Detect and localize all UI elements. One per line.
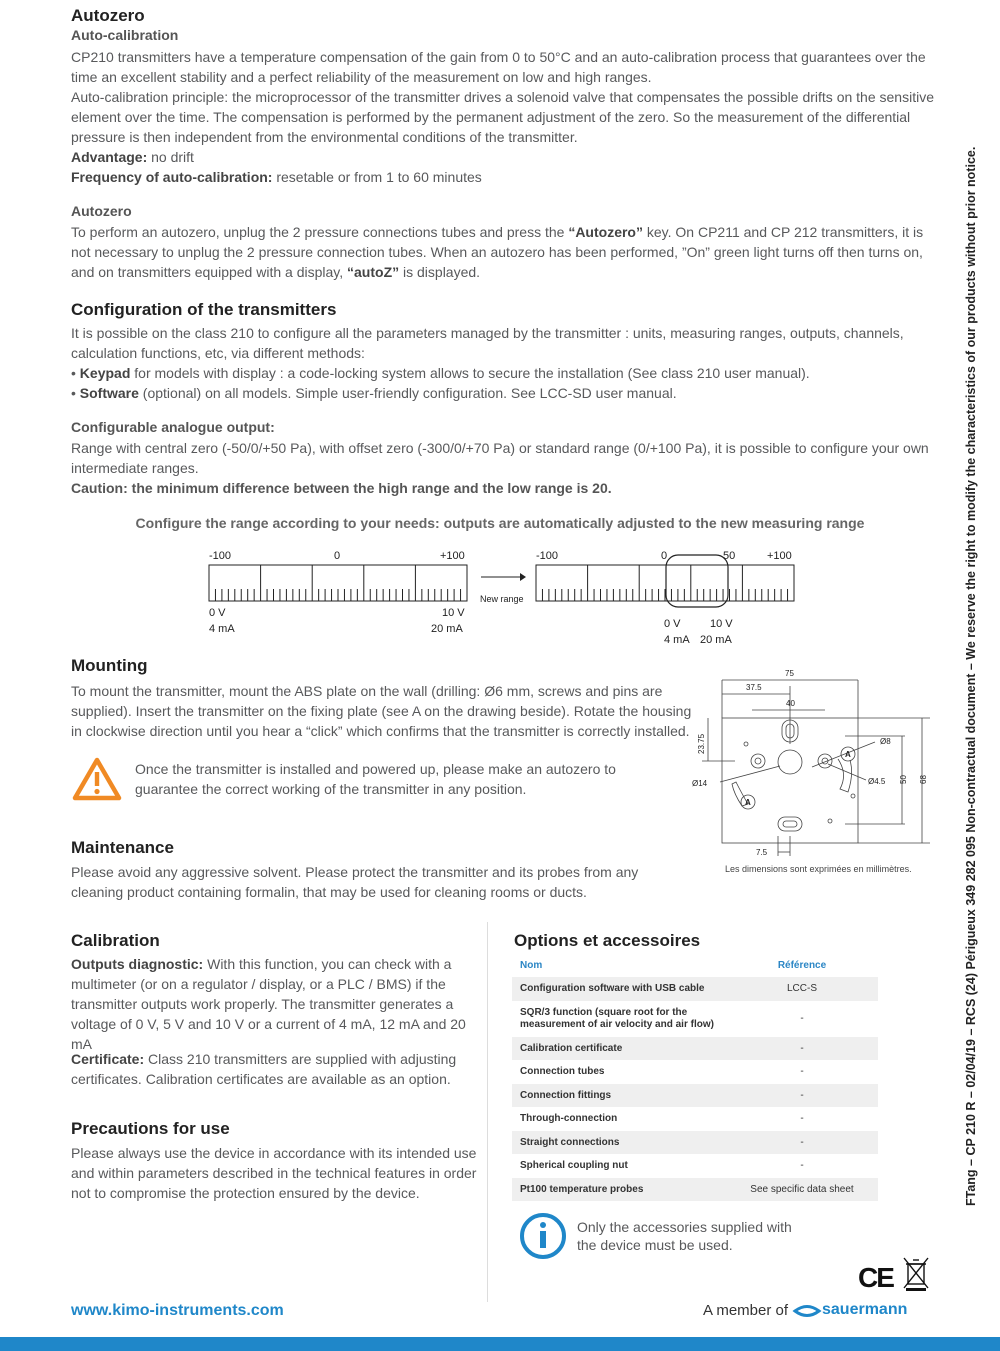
mounting-dimension-drawing <box>690 664 940 879</box>
table-row <box>512 1001 878 1037</box>
label-a-right: A <box>845 750 851 759</box>
ce-mark: CE <box>858 1262 893 1293</box>
option-ref: - <box>800 1013 804 1024</box>
option-name: SQR/3 function (square root for the measurement of air velocity and air flow) <box>520 1006 714 1030</box>
brand-name: sauermann <box>822 1301 908 1318</box>
option-ref: - <box>800 1113 804 1125</box>
config-title: Configuration of the transmitters <box>71 300 337 319</box>
options-table-header <box>512 953 878 977</box>
dim-40: 40 <box>786 699 795 708</box>
autozero-title: Autozero <box>71 6 145 25</box>
advantage-value: no drift <box>147 149 194 165</box>
sauermann-logo-icon <box>792 1302 822 1320</box>
autozero-text-a: To perform an autozero, unplug the 2 pressure connections tubes and press the <box>71 224 569 240</box>
bullet-keypad-bold: Keypad <box>79 365 131 381</box>
autozero-text-b: key. On CP211 and CP 212 transmitters, it is not necessary to unplug the 2 pressure connection tubes. When an autozero has been performed, ”On” green light turns off then turns on, and on transmitters equipped with a display, <box>71 224 924 280</box>
drawing-caption: Les dimensions sont exprimées en millimètres. <box>725 864 912 874</box>
autocal-subtitle: Auto-calibration <box>71 27 179 43</box>
dim-d8: Ø8 <box>880 737 891 746</box>
certificate-text: Class 210 transmitters are supplied with adjusting certificates. Calibration certificates are available as an option. <box>71 1051 457 1087</box>
warning-icon <box>71 756 123 802</box>
option-name: Spherical coupling nut <box>520 1160 628 1172</box>
right-label-max: +100 <box>767 550 792 562</box>
bullet-software-bold: Software <box>79 385 139 401</box>
table-row <box>512 1154 878 1178</box>
option-ref: - <box>800 1066 804 1078</box>
maintenance-text: Please avoid any aggressive solvent. Please protect the transmitter and its probes from any cleaning product containing formalin, that may be used for cleaning rooms or ducts. <box>71 864 639 900</box>
option-name: Connection tubes <box>520 1066 605 1078</box>
table-row <box>512 1131 878 1155</box>
right-label-zero: 0 <box>661 550 668 562</box>
autozero-text-c: is displayed. <box>399 264 481 280</box>
bottom-accent-bar <box>0 1337 1000 1351</box>
table-row <box>512 1084 878 1108</box>
precautions-title: Precautions for use <box>71 1119 230 1138</box>
website-link[interactable]: www.kimo-instruments.com <box>71 1302 284 1319</box>
frequency-value: resetable or from 1 to 60 minutes <box>272 169 482 185</box>
right-out-high-ma: 20 mA <box>700 634 732 646</box>
autozero-key: “Autozero” <box>568 224 643 240</box>
mounting-text: To mount the transmitter, mount the ABS plate on the wall (drilling: Ø6 mm, screws and pins are supplied). Insert the transmitter on the fixing plate (see A on the drawing beside). Rotate the housing in clockwise direction until you hear a “click” which confirms that the transmitter is correctly installed. <box>71 683 692 739</box>
frequency-line <box>71 167 941 187</box>
info-icon <box>518 1211 568 1261</box>
advantage-label: Advantage: <box>71 149 148 165</box>
autozero-subtitle: Autozero <box>71 203 132 219</box>
config-bullet-keypad: • Keypad for models with display : a code-locking system allows to secure the installation (See class 210 user manual). <box>71 365 810 381</box>
options-table <box>512 953 878 1201</box>
left-out-high-v: 10 V <box>442 607 465 619</box>
right-out-low-v: 0 V <box>664 618 681 630</box>
config-bullet-software: • Software (optional) on all models. Simple user-friendly configuration. See LCC-SD user manual. <box>71 385 677 401</box>
dim-37-5: 37.5 <box>746 683 762 692</box>
dim-68: 68 <box>919 775 928 784</box>
analogue-text: Range with central zero (-50/0/+50 Pa), with offset zero (-300/0/+70 Pa) or standard range (0/+100 Pa), it is possible to configure your own intermediate ranges. <box>71 440 929 476</box>
autozero-display: “autoZ” <box>347 264 400 280</box>
right-out-low-ma: 4 mA <box>664 634 690 646</box>
autocal-paragraph-2: Auto-calibration principle: the microprocessor of the transmitter drives a solenoid valve that compensates the possible drifts on the sensitive element over the time. The compensation is performed by the permanent adjustment of the zero. So the measurement of the differential pressure is then independent from the environmental conditions of the transmitter. <box>71 89 934 145</box>
option-ref: - <box>726 1037 878 1061</box>
dim-d14: Ø14 <box>692 779 708 788</box>
option-name: Connection fittings <box>512 1084 726 1108</box>
warning-text: Once the transmitter is installed and powered up, please make an autozero to guarantee the correct working of the transmitter in any position. <box>135 761 616 797</box>
left-out-low-ma: 4 mA <box>209 623 235 635</box>
config-intro: It is possible on the class 210 to configure all the parameters managed by the transmitter : units, measuring ranges, outputs, channels, calculation functions, etc, via different methods: <box>71 325 904 361</box>
column-divider <box>487 922 488 1302</box>
frequency-label: Frequency of auto-calibration: <box>71 169 273 185</box>
option-ref: See specific data sheet <box>726 1178 878 1202</box>
dim-23-75: 23.75 <box>697 733 706 754</box>
option-ref: LCC-S <box>726 977 878 1001</box>
left-out-low-v: 0 V <box>209 607 226 619</box>
dim-50: 50 <box>899 775 908 784</box>
table-row <box>512 1178 878 1202</box>
autocal-paragraph-1: CP210 transmitters have a temperature compensation of the gain from 0 to 50°C and an auto-calibration process that guarantees over the time an excellent stability and a perfect reliability of the measurement on low and high ranges. <box>71 49 926 85</box>
advantage-line <box>71 147 941 167</box>
table-row <box>512 977 878 1001</box>
col-name-header: Nom <box>520 959 543 971</box>
table-row <box>512 1060 878 1084</box>
right-label-min: -100 <box>536 550 559 562</box>
table-row <box>512 1107 878 1131</box>
left-label-mid: 0 <box>334 550 341 562</box>
autozero-paragraph <box>71 222 941 282</box>
left-label-max: +100 <box>440 550 465 562</box>
caution-text: Caution: the minimum difference between the high range and the low range is 20. <box>71 480 612 496</box>
info-note: Only the accessories supplied with the device must be used. <box>577 1219 792 1253</box>
side-legal-text: FTang – CP 210 R – 02/04/19 – RCS (24) Périgueux 349 282 095 Non-contractual document – We reserve the right to modify the characteristics of our products without prior notice. <box>964 146 978 1206</box>
maintenance-title: Maintenance <box>71 838 174 857</box>
diagnostic-paragraph <box>71 954 481 1054</box>
left-out-high-ma: 20 mA <box>431 623 463 635</box>
bullet-software-text: (optional) on all models. Simple user-friendly configuration. See LCC-SD user manual. <box>138 385 677 401</box>
option-ref: - <box>726 1084 878 1108</box>
certificate-paragraph <box>71 1049 481 1089</box>
table-row <box>512 1037 878 1061</box>
right-label-50: 50 <box>723 550 736 562</box>
right-out-high-v: 10 V <box>710 618 733 630</box>
member-text: A member of <box>703 1302 789 1319</box>
option-ref: - <box>726 1131 878 1155</box>
dim-d4-5: Ø4.5 <box>868 777 886 786</box>
label-a-left: A <box>745 798 751 807</box>
option-name: Pt100 temperature probes <box>512 1178 726 1202</box>
analogue-subtitle: Configurable analogue output: <box>71 419 275 435</box>
dim-7-5: 7.5 <box>756 848 768 857</box>
options-title: Options et accessoires <box>514 931 701 950</box>
diagnostic-label: Outputs diagnostic: <box>71 956 204 972</box>
certificate-label: Certificate: <box>71 1051 145 1067</box>
mounting-title: Mounting <box>71 656 148 675</box>
col-ref-header: Référence <box>777 959 827 971</box>
option-ref: - <box>800 1160 804 1172</box>
dim-75: 75 <box>785 669 794 678</box>
precautions-text: Please always use the device in accordance with its intended use and within parameters described in the technical features in order not to compromise the protection ensured by the device. <box>71 1145 477 1201</box>
weee-bin-icon <box>902 1256 930 1292</box>
option-name: Straight connections <box>512 1131 726 1155</box>
new-range-label: New range <box>480 594 524 604</box>
option-name: Through-connection <box>520 1113 618 1125</box>
option-name: Configuration software with USB cable <box>512 977 726 1001</box>
option-name: Calibration certificate <box>512 1037 726 1061</box>
left-label-min: -100 <box>209 550 232 562</box>
calibration-title: Calibration <box>71 931 160 950</box>
range-caption: Configure the range according to your needs: outputs are automatically adjusted to the new measuring range <box>135 515 865 531</box>
diagnostic-text: With this function, you can check with a multimeter (or on a regulator / display, or a PLC / BMS) if the transmitter outputs work properly. The transmitter generates a voltage of 0 V, 5 V and 10 V or a current of 4 mA, 12 mA and 20 mA <box>71 956 466 1052</box>
range-scales-graphic <box>200 540 810 650</box>
bullet-keypad-text: for models with display : a code-locking system allows to secure the installation (See class 210 user manual). <box>130 365 810 381</box>
